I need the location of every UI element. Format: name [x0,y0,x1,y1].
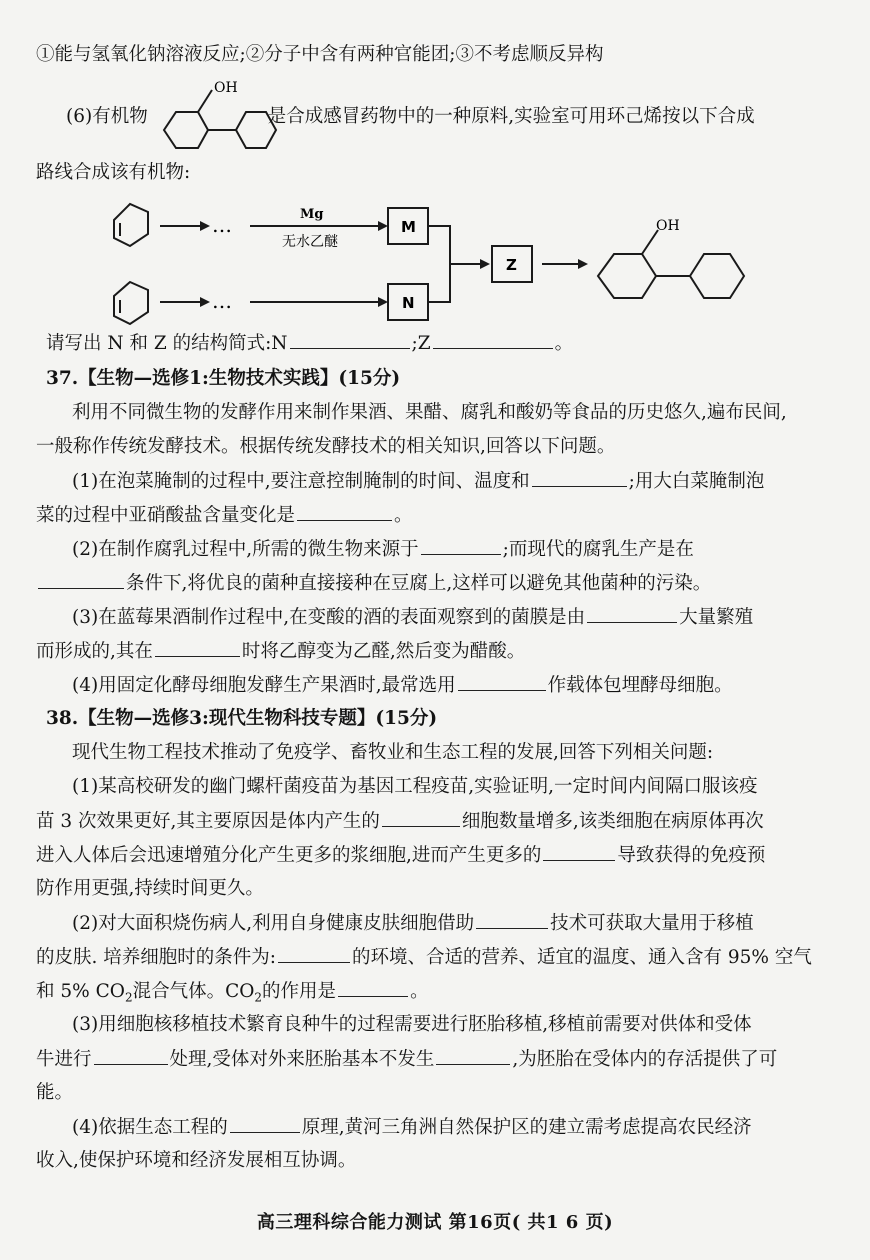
q38-2e3: 的作用是 [262,981,337,1002]
product-molecule [598,230,744,298]
condition-line [36,42,836,68]
route-intro-text: 路线合成该有机物: [36,162,191,183]
q38-1f: 防作用更强,持续时间更久。 [36,878,264,899]
arrow-1-head [200,221,210,231]
box-n-label: N [402,294,415,312]
box-z-label: Z [506,256,517,274]
q38-part1-line2 [36,808,836,835]
reagent-mg: Mg [300,207,324,222]
q38-2b: 技术可获取大量用于移植 [550,913,754,934]
q38-intro [72,740,837,766]
subscript-2a: 2 [124,990,133,1005]
merge-bracket [428,226,450,302]
q37-1c: 菜的过程中亚硝酸盐含量变化是 [36,505,296,526]
cyclohexene-top [114,204,148,246]
q37-intro-2-text: 一般称作传统发酵技术。根据传统发酵技术的相关知识,回答以下问题。 [36,436,616,457]
q38-part2-line1 [72,910,837,937]
q37-1b: ;用大白菜腌制泡 [628,471,765,492]
q37-4b: 作载体包埋酵母细胞。 [547,675,733,696]
ring-left [164,112,208,148]
blank-q37-3-microbe[interactable] [587,604,677,623]
q37-2c: 条件下,将优良的菌种直接接种在豆腐上,这样可以避免其他菌种的污染。 [126,573,712,594]
ring-right [236,112,276,148]
synthesis-diagram [100,196,820,336]
q38-part4-line1 [72,1114,837,1141]
product-oh-label: OH [656,218,680,234]
condition-text: ①能与氢氧化钠溶液反应;②分子中含有两种官能团;③不考虑顺反异构 [36,44,604,65]
oh-bond [198,90,212,112]
ellipsis-top: … [212,213,232,237]
q38-2d: 的环境、合适的营养、适宜的温度、通入含有 95% 空气 [352,947,812,968]
q38-3c: 处理,受体对外来胚胎基本不发生 [169,1049,435,1070]
q37-part1-line2 [36,502,836,529]
q37-2b: ;而现代的腐乳生产是在 [502,539,694,560]
answer-z-text: ;Z [411,333,431,354]
q6-text: 是合成感冒药物中的一种原料,实验室可用环己烯按以下合成 [267,106,755,127]
arrow-mg-head [378,221,388,231]
q38-intro-text: 现代生物工程技术推动了免疫学、畜牧业和生态工程的发展,回答下列相关问题: [72,742,714,763]
oh-label: OH [214,80,238,96]
blank-q38-2-co2[interactable] [338,978,408,997]
answer-nz-line [46,330,811,357]
q38-part2-line3 [36,978,836,1011]
blank-q38-2-technique[interactable] [476,910,548,929]
q38-4b: 原理,黄河三角洲自然保护区的建立需考虑提高农民经济 [301,1117,752,1138]
question-38-heading [46,706,846,732]
blank-q37-2-source[interactable] [421,536,501,555]
q38-3a: (3)用细胞核移植技术繁育良种牛的过程需要进行胚胎移植,移植前需要对供体和受体 [72,1014,752,1035]
q38-1d: 进入人体后会迅速增殖分化产生更多的浆细胞,进而产生更多的 [36,845,542,866]
blank-q38-1-cell[interactable] [382,808,460,827]
q38-part3-line3 [36,1080,836,1106]
q37-part2-line1 [72,536,837,563]
q37-1d: 。 [394,505,413,526]
q38-2c: 的皮肤. 培养细胞时的条件为: [36,947,276,968]
q38-2a: (2)对大面积烧伤病人,利用自身健康皮肤细胞借助 [72,913,475,934]
q38-part3-line1 [72,1012,837,1038]
blank-q38-2-environment[interactable] [278,944,350,963]
q38-3e: 能。 [36,1082,74,1103]
q38-2e4: 。 [410,981,429,1002]
q37-intro-2 [36,434,836,460]
blank-z[interactable] [433,330,553,349]
q38-4a: (4)依据生态工程的 [72,1117,228,1138]
route-intro-line [36,160,836,186]
period: 。 [554,333,574,354]
ellipsis-bottom: … [212,289,232,313]
cyclohexene-bottom [114,282,148,324]
q38-1b: 苗 3 次效果更好,其主要原因是体内产生的 [36,811,380,832]
blank-q38-3-reaction[interactable] [436,1046,510,1065]
q37-3d: 时将乙醇变为乙醛,然后变为醋酸。 [241,641,526,662]
page-footer: 高三理科综合能力测试 第16页( 共1 6 页) [256,1212,614,1233]
final-arrow-head [578,259,588,269]
q37-1a: (1)在泡菜腌制的过程中,要注意控制腌制的时间、温度和 [72,471,530,492]
q37-3a: (3)在蓝莓果酒制作过程中,在变酸的酒的表面观察到的菌膜是由 [72,607,586,628]
q6-label: (6)有机物 [66,106,148,127]
q37-part1-line1 [72,468,837,495]
q38-title: 38.【生物—选修3:现代生物科技专题】(15分) [46,708,438,729]
blank-q37-1-nitrite[interactable] [297,502,392,521]
q38-3d: ,为胚胎在受体内的存活提供了可 [512,1049,778,1070]
q37-intro-1-text: 利用不同微生物的发酵作用来制作果酒、果醋、腐乳和酸奶等食品的历史悠久,遍布民间, [72,402,787,423]
q37-title: 37.【生物—选修1:生物技术实践】(15分) [46,368,401,389]
q38-2e1: 和 5% CO [36,981,125,1002]
q38-1c: 细胞数量增多,该类细胞在病原体再次 [461,811,764,832]
subscript-2b: 2 [254,990,263,1005]
merge-arrow-head [480,259,490,269]
q38-part1-line1 [72,774,837,800]
arrow-n-head [378,297,388,307]
arrow-2-head [200,297,210,307]
blank-q37-3-condition[interactable] [155,638,240,657]
blank-q38-4-principle[interactable] [230,1114,300,1133]
q37-intro-1 [72,400,837,426]
blank-q37-1-factor[interactable] [532,468,627,487]
q37-part4-line [72,672,837,699]
q38-part2-line2 [36,944,836,971]
q37-3b: 大量繁殖 [679,607,754,628]
q37-2a: (2)在制作腐乳过程中,所需的微生物来源于 [72,539,419,560]
answer-nz-text: 请写出 N 和 Z 的结构简式:N [46,333,288,354]
box-m-label: M [401,218,416,236]
reagent-ether: 无水乙醚 [282,234,338,250]
q37-4a: (4)用固定化酵母细胞发酵生产果酒时,最常选用 [72,675,456,696]
q37-part3-line2 [36,638,836,665]
question-37-heading [46,366,846,392]
inline-molecule [156,72,286,152]
q38-2e2: 混合气体。CO [132,981,255,1002]
q38-part3-line2 [36,1046,836,1073]
q37-3c: 而形成的,其在 [36,641,153,662]
q38-part1-line4 [36,876,836,902]
q37-part3-line1 [72,604,837,631]
blank-q38-1-antibody[interactable] [543,842,615,861]
blank-n[interactable] [290,330,410,349]
q37-part2-line2 [36,570,836,597]
q38-3b: 牛进行 [36,1049,92,1070]
blank-q37-2-condition[interactable] [38,570,124,589]
q38-4c: 收入,使保护环境和经济发展相互协调。 [36,1150,357,1171]
q38-part1-line3 [36,842,836,869]
blank-q38-3-treatment[interactable] [94,1046,168,1065]
q38-part4-line2 [36,1148,836,1174]
blank-q37-4-carrier[interactable] [458,672,546,691]
q38-1a: (1)某高校研发的幽门螺杆菌疫苗为基因工程疫苗,实验证明,一定时间内间隔口服该疫 [72,776,758,797]
q38-1e: 导致获得的免疫预 [617,845,766,866]
